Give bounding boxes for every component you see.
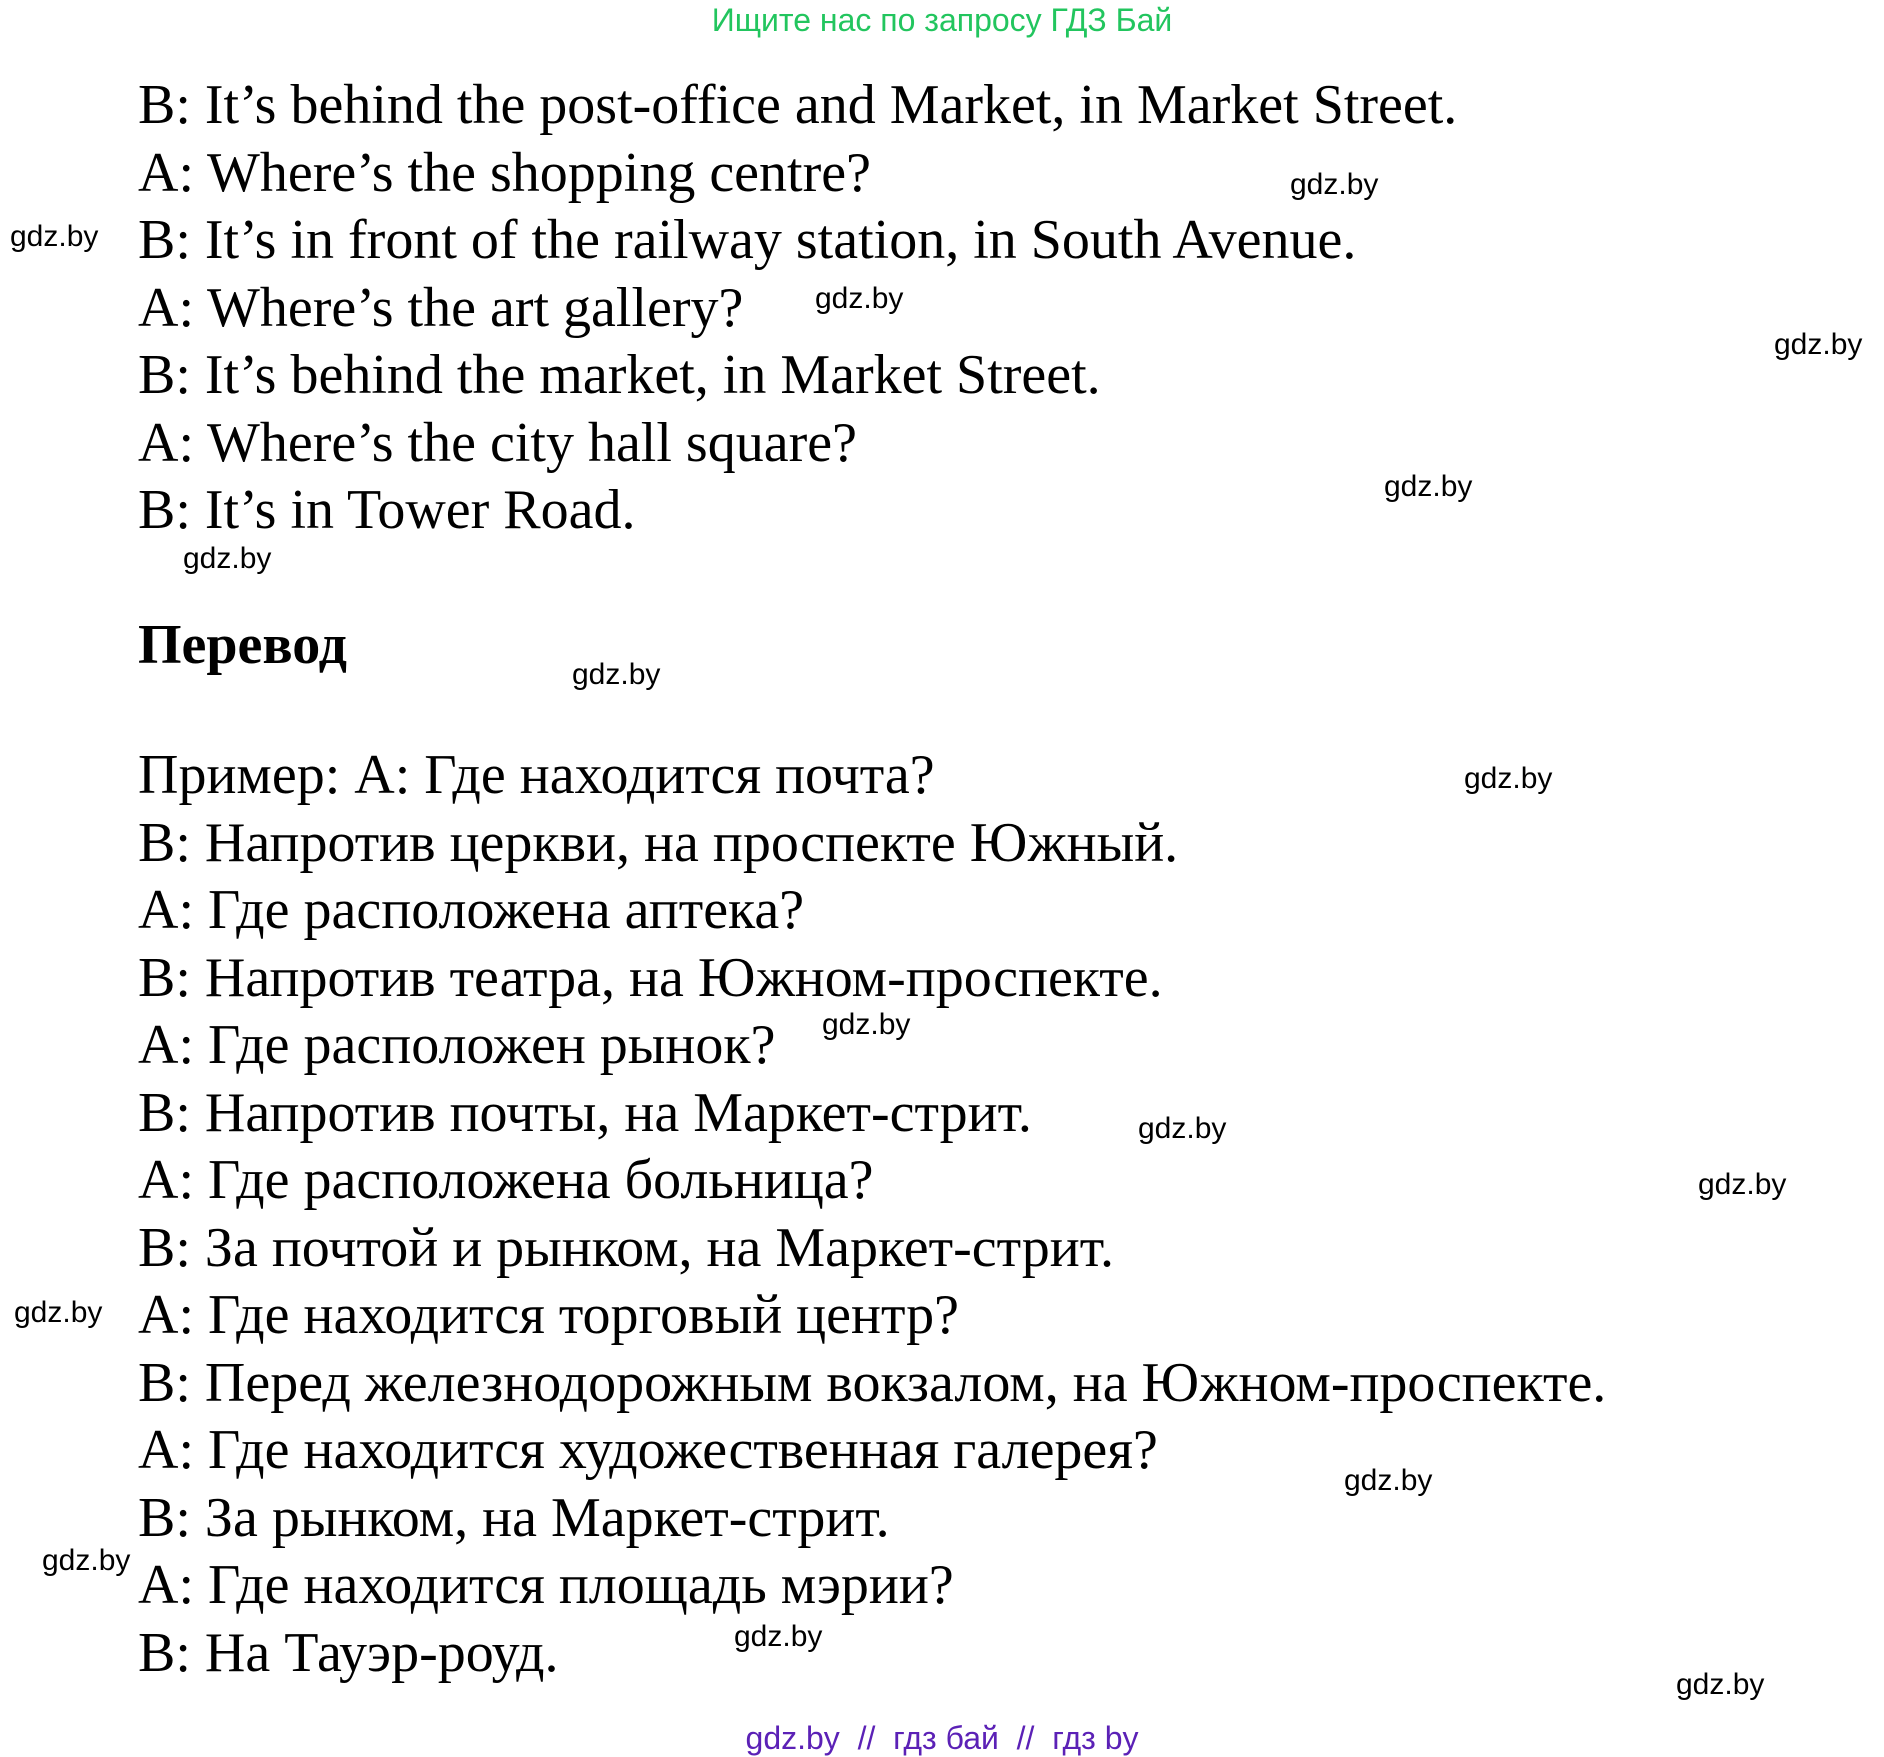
- watermark: gdz.by: [183, 542, 272, 575]
- russian-translation: [138, 742, 1858, 1687]
- section-heading: Перевод: [138, 614, 347, 676]
- dialogue-line: A: Where’s the art gallery?: [138, 276, 744, 339]
- footer-links: gdz.by // гдз бай // гдз by: [745, 1720, 1139, 1756]
- translation-line: В: На Тауэр-роуд.: [138, 1621, 559, 1684]
- translation-line: А: Где находится художественная галерея?: [138, 1419, 1158, 1481]
- watermark: gdz.by: [1698, 1168, 1787, 1201]
- translation-line: В: За почтой и рынком, на Маркет-стрит.: [138, 1216, 1115, 1279]
- watermark: gdz.by: [1384, 470, 1473, 503]
- translation-line: В: За рынком, на Маркет-стрит.: [138, 1486, 890, 1549]
- watermark: gdz.by: [1290, 168, 1379, 201]
- watermark: gdz.by: [10, 220, 99, 253]
- watermark: gdz.by: [572, 658, 661, 691]
- translation-line: В: Напротив церкви, на проспекте Южный.: [138, 811, 1179, 874]
- dialogue-line: A: Where’s the shopping centre?: [138, 141, 871, 204]
- watermark: gdz.by: [1774, 328, 1863, 361]
- watermark: gdz.by: [734, 1620, 823, 1653]
- translation-line: А: Где находится площадь мэрии?: [138, 1554, 954, 1616]
- translation-line: В: Напротив почты, на Маркет-стрит.: [138, 1081, 1032, 1144]
- english-dialogue: [138, 72, 1858, 545]
- watermark: gdz.by: [1344, 1464, 1433, 1497]
- watermark: gdz.by: [42, 1544, 131, 1577]
- dialogue-line: B: It’s behind the market, in Market Street.: [138, 344, 1101, 406]
- dialogue-line: B: It’s behind the post-office and Market, in Market Street.: [138, 74, 1458, 136]
- top-banner: Ищите нас по запросу ГДЗ Бай: [711, 2, 1173, 38]
- watermark: gdz.by: [14, 1296, 103, 1329]
- translation-line: В: Перед железнодорожным вокзалом, на Южном-проспекте.: [138, 1351, 1607, 1414]
- translation-line: А: Где расположена больница?: [138, 1149, 874, 1211]
- translation-line: А: Где расположена аптека?: [138, 879, 805, 941]
- translation-line: А: Где находится торговый центр?: [138, 1284, 959, 1346]
- translation-line: А: Где расположен рынок?: [138, 1014, 776, 1076]
- dialogue-line: B: It’s in front of the railway station, in South Avenue.: [138, 209, 1357, 271]
- watermark: gdz.by: [1464, 762, 1553, 795]
- translation-line: В: Напротив театра, на Южном-проспекте.: [138, 946, 1163, 1009]
- watermark: gdz.by: [1676, 1668, 1765, 1701]
- dialogue-line: B: It’s in Tower Road.: [138, 479, 636, 541]
- dialogue-line: A: Where’s the city hall square?: [138, 411, 857, 474]
- translation-line: Пример: А: Где находится почта?: [138, 744, 935, 806]
- watermark: gdz.by: [815, 282, 904, 315]
- watermark: gdz.by: [822, 1008, 911, 1041]
- watermark: gdz.by: [1138, 1112, 1227, 1145]
